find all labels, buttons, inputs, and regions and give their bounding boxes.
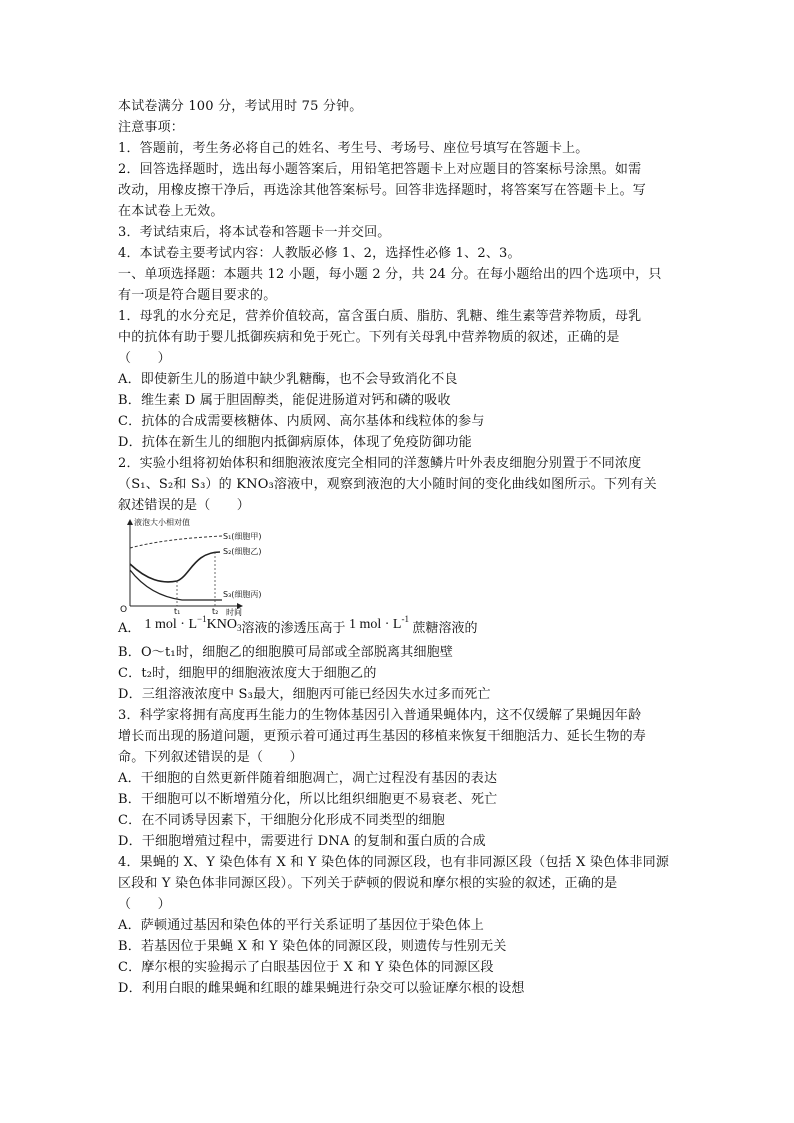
legend-s2: S₂(细胞乙) [223, 547, 262, 556]
q2-option-d: D．三组溶液浓度中 S₃最大，细胞丙可能已经因失水过多而死亡 [118, 687, 491, 702]
notice-heading: 注意事项： [118, 120, 185, 135]
legend-s1: S₁(细胞甲) [223, 532, 262, 541]
note-3: 3．考试结束后，将本试卷和答题卡一并交回。 [118, 225, 391, 240]
q2-option-a-label: A． [118, 621, 141, 636]
q2-option-c: C．t₂时，细胞甲的细胞液浓度大于细胞乙的 [118, 666, 377, 681]
legend-s3: S₃(细胞丙) [223, 590, 262, 599]
q4-option-d: D．利用白眼的雌果蝇和红眼的雄果蝇进行杂交可以验证摩尔根的设想 [118, 981, 525, 996]
chart-ylabel: 液泡大小相对值 [134, 518, 190, 527]
q2-stem-b: （S₁、S₂和 S₃）的 KNO₃溶液中，观察到液泡的大小随时间的变化曲线如图所示。下列有关 [118, 477, 657, 492]
q1-stem-b: 中的抗体有助于婴儿抵御疾病和免于死亡。下列有关母乳中营养物质的叙述，正确的是 [118, 330, 620, 345]
q2-stem-c: 叙述错误的是（ ） [118, 498, 251, 513]
q4-option-b: B．若基因位于果蝇 X 和 Y 染色体的同源区段，则遗传与性别无关 [118, 939, 507, 954]
exam-info: 本试卷满分 100 分，考试用时 75 分钟。 [118, 99, 363, 114]
conc-1-exp: −1 [197, 614, 207, 624]
q3-option-a: A．干细胞的自然更新伴随着细胞凋亡，凋亡过程没有基因的表达 [118, 771, 498, 786]
curve-s1 [130, 536, 222, 548]
q2-option-a-end: 蔗糖溶液的 [412, 621, 478, 636]
q3-option-d: D．干细胞增殖过程中，需要进行 DNA 的复制和蛋白质的合成 [118, 834, 486, 849]
note-2-line-c: 在本试卷上无效。 [118, 204, 224, 219]
chart-xlabel: 时间 [226, 608, 242, 617]
q2-option-a-mid: 溶液的渗透压高于 [241, 621, 346, 636]
concentration-1 [144, 614, 242, 633]
note-4: 4．本试卷主要考试内容：人教版必修 1、2，选择性必修 1、2、3。 [118, 246, 521, 261]
q1-option-c: C．抗体的合成需要核糖体、内质网、高尔基体和线粒体的参与 [118, 414, 485, 429]
exam-page [118, 96, 678, 999]
q3-stem-c: 命。下列叙述错误的是（ ） [118, 750, 303, 765]
conc-2-text: 1 mol · L [348, 617, 402, 632]
q1-stem-a: 1．母乳的水分充足，营养价值较高，富含蛋白质、脂肪、乳糖、维生素等营养物质，母乳 [118, 309, 642, 324]
tick-t1: t₁ [174, 607, 181, 616]
vacuole-size-figure [120, 518, 262, 617]
section-heading-b: 有一项是符合题目要求的。 [118, 288, 277, 303]
chart-origin: O [120, 605, 128, 615]
q2-stem-a: 2．实验小组将初始体积和细胞液浓度完全相同的洋葱鳞片叶外表皮细胞分别置于不同浓度 [118, 456, 642, 471]
q4-option-a: A．萨顿通过基因和染色体的平行关系证明了基因位于染色体上 [118, 918, 484, 933]
section-heading-a: 一、单项选择题：本题共 12 小题，每小题 2 分，共 24 分。在每小题给出的四个选项中，只 [118, 267, 662, 282]
concentration-2 [345, 614, 412, 632]
kno3-text: KNO [206, 617, 237, 632]
q3-stem-b: 增长而出现的肠道问题，更预示着可通过再生基因的移植来恢复干细胞活力、延长生物的寿 [118, 729, 647, 744]
q3-option-c: C．在不同诱导因素下，干细胞分化形成不同类型的细胞 [118, 813, 445, 828]
q2-option-b: B．O～t₁时，细胞乙的细胞膜可局部或全部脱离其细胞壁 [118, 645, 454, 660]
q4-stem-a: 4．果蝇的 X、Y 染色体有 X 和 Y 染色体的同源区段，也有非同源区段（包括 X 染色体非同源 [118, 855, 670, 870]
q1-option-b: B．维生素 D 属于胆固醇类，能促进肠道对钙和磷的吸收 [118, 393, 451, 408]
q4-option-c: C．摩尔根的实验揭示了白眼基因位于 X 和 Y 染色体的同源区段 [118, 960, 494, 975]
kno3-sub: 3 [236, 623, 242, 633]
q2-option-a [118, 616, 678, 642]
curve-s2 [130, 552, 220, 582]
q4-answer-blank: （ ） [118, 897, 171, 912]
q3-stem-a: 3．科学家将拥有高度再生能力的生物体基因引入普通果蝇体内，这不仅缓解了果蝇因年龄 [118, 708, 642, 723]
note-2-line-a: 2．回答选择题时，选出每小题答案后，用铅笔把答题卡上对应题目的答案标号涂黑。如需 [118, 162, 642, 177]
tick-t2: t₂ [212, 607, 219, 616]
q1-option-d: D．抗体在新生儿的细胞内抵御病原体，体现了免疫防御功能 [118, 435, 472, 450]
q1-option-a: A．即使新生儿的肠道中缺少乳糖酶，也不会导致消化不良 [118, 372, 458, 387]
q4-stem-b: 区段和 Y 染色体非同源区段）。下列关于萨顿的假说和摩尔根的实验的叙述，正确的是 [118, 876, 618, 891]
conc-1-text: 1 mol · L [144, 617, 198, 632]
q3-option-b: B．干细胞可以不断增殖分化，所以比组织细胞更不易衰老、死亡 [118, 792, 498, 807]
note-1: 1．答题前，考生务必将自己的姓名、考生号、考场号、座位号填写在答题卡上。 [118, 141, 589, 156]
conc-2-exp: -1 [401, 614, 409, 624]
q1-answer-blank: （ ） [118, 351, 171, 366]
note-2-line-b: 改动，用橡皮擦干净后，再选涂其他答案标号。回答非选择题时，将答案写在答题卡上。写 [118, 183, 647, 198]
